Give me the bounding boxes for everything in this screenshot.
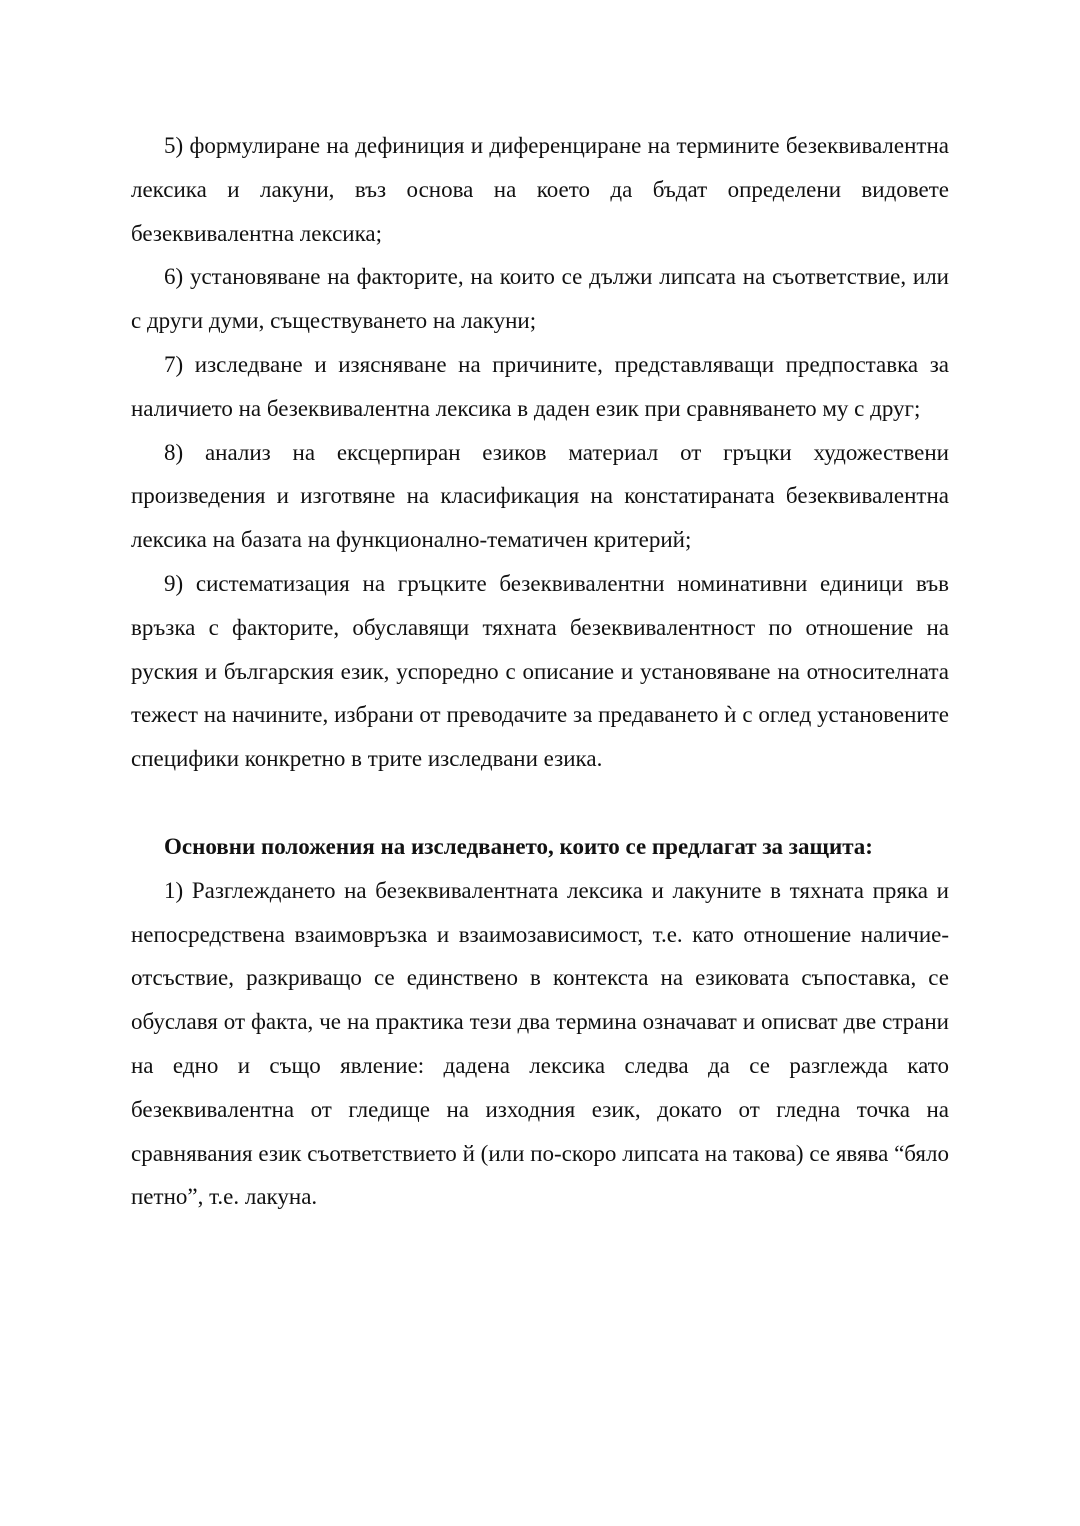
thesis-item-1: 1) Разглеждането на безеквивалентната лексика и лакуните в тяхната пряка и непосредствена взаимовръзка и взаимозависимост, т.е. като отношение наличие-отсъствие, разкриващо се единствено в контекста на езиковата съпоставка, се обуславя от факта, че на практика тези два термина означават и описват две страни на едно и също явление: дадена лексика следва да се разглежда като безеквивалентна от гледище на изходния език, докато от гледна точка на сравнявания език съответствието й (или по-скоро липсата на такова) се явява “бяло петно”, т.е. лакуна.	[131, 877, 949, 1210]
objective-item-5: 5) формулиране на дефиниция и диференциране на термините безеквивалентна лексика и лакуни, въз основа на което да бъдат определени видовете безеквивалентна лексика;	[131, 133, 949, 246]
objective-item-6: 6) установяване на факторите, на които се дължи липсата на съответствие, или с други думи, съществуването на лакуни;	[131, 264, 949, 334]
objective-item-8: 8) анализ на ексцерпиран езиков материал от гръцки художествени произведения и изготвяне на класификация на констатираната безеквивалентна лексика на базата на функционално-тематичен критерий;	[131, 439, 949, 553]
objective-item-9: 9) систематизация на гръцките безеквивалентни номинативни единици във връзка с факторите, обуславящи тяхната безеквивалентност по отношение на руския и българския език, успоредно с описание и установяване на относителната тежест на начините, избрани от преводачите за предаването ѝ с оглед установените специфики конкретно в трите изследвани езика.	[131, 570, 949, 772]
objective-item-7: 7) изследване и изясняване на причините, представляващи предпоставка за наличието на безеквивалентна лексика в даден език при сравняването му с друг;	[131, 351, 949, 421]
section-heading: Основни положения на изследването, които се предлагат за защита:	[164, 833, 873, 859]
document-body	[131, 124, 949, 1219]
